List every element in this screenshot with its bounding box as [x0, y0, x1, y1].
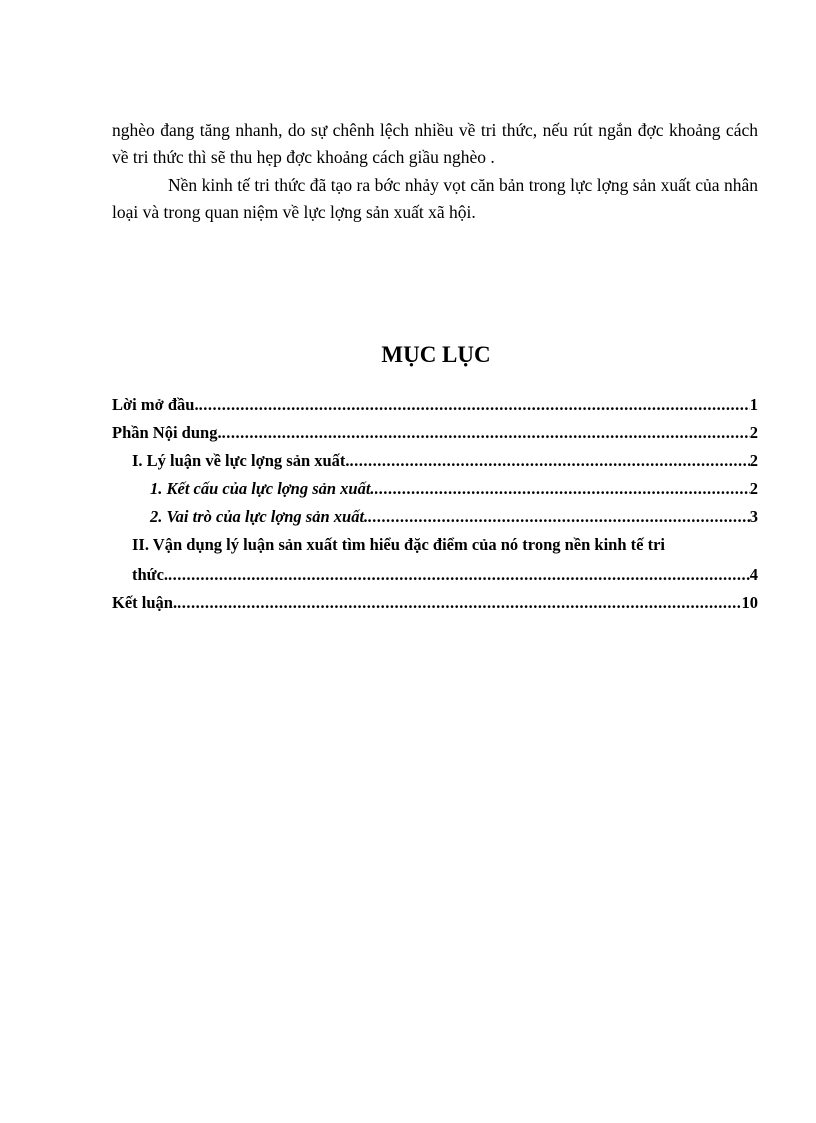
toc-entry-page: 2 [749, 423, 758, 442]
toc-entry-page: 10 [741, 593, 758, 612]
toc-leader-dots [375, 479, 750, 499]
toc-entry-label: I. Lý luận về lực lợng sản xuất. [132, 451, 350, 470]
toc-entry-subsection-2[interactable] [112, 507, 758, 535]
toc-title: MỤC LỤC [381, 342, 491, 367]
toc-entry-section-2[interactable] [112, 535, 758, 565]
toc-entry-subsection-1[interactable] [112, 479, 758, 507]
toc-entry-page: 2 [749, 451, 758, 470]
body-paragraph-1: nghèo đang tăng nhanh, do sự chênh lệch nhiều về tri thức, nếu rút ngắn đợc khoảng cách về tri thức thì sẽ thu hẹp đợc khoảng cách giầu nghèo . [112, 120, 758, 167]
toc-leader-dots [199, 395, 750, 415]
toc-leader-dots [368, 507, 750, 527]
toc-entry-label: II. Vận dụng lý luận sản xuất tìm hiểu đặc điểm của nó trong nền kinh tế tri [132, 535, 666, 554]
toc-entry-section-1[interactable] [112, 451, 758, 479]
toc-entry-conclusion[interactable] [112, 593, 758, 621]
toc-entry-intro[interactable] [112, 395, 758, 423]
toc-entry-section-2-continuation[interactable] [112, 565, 758, 593]
toc-entry-label: 2. Vai trò của lực lợng sản xuất. [150, 507, 369, 526]
table-of-contents [112, 395, 758, 621]
toc-entry-page: 1 [749, 395, 758, 414]
toc-leader-dots [177, 593, 741, 613]
toc-entry-content[interactable] [112, 423, 758, 451]
toc-entry-page: 4 [749, 565, 758, 584]
toc-leader-dots [168, 565, 750, 585]
toc-leader-dots [350, 451, 750, 471]
toc-entry-label: 1. Kết cấu của lực lợng sản xuất. [150, 479, 375, 498]
toc-entry-label: Kết luận. [112, 593, 178, 612]
toc-entry-page: 2 [749, 479, 758, 498]
toc-leader-dots [222, 423, 750, 443]
toc-entry-label: Phần Nội dung. [112, 423, 222, 442]
body-paragraph-2: Nền kinh tế tri thức đã tạo ra bớc nhảy vọt căn bản trong lực lợng sản xuất của nhân loại và trong quan niệm về lực lợng sản xuất xã hội. [112, 175, 758, 222]
toc-entry-label-continuation: thức. [132, 565, 169, 584]
toc-entry-page: 3 [749, 507, 758, 526]
toc-entry-label: Lời mở đầu. [112, 395, 199, 414]
